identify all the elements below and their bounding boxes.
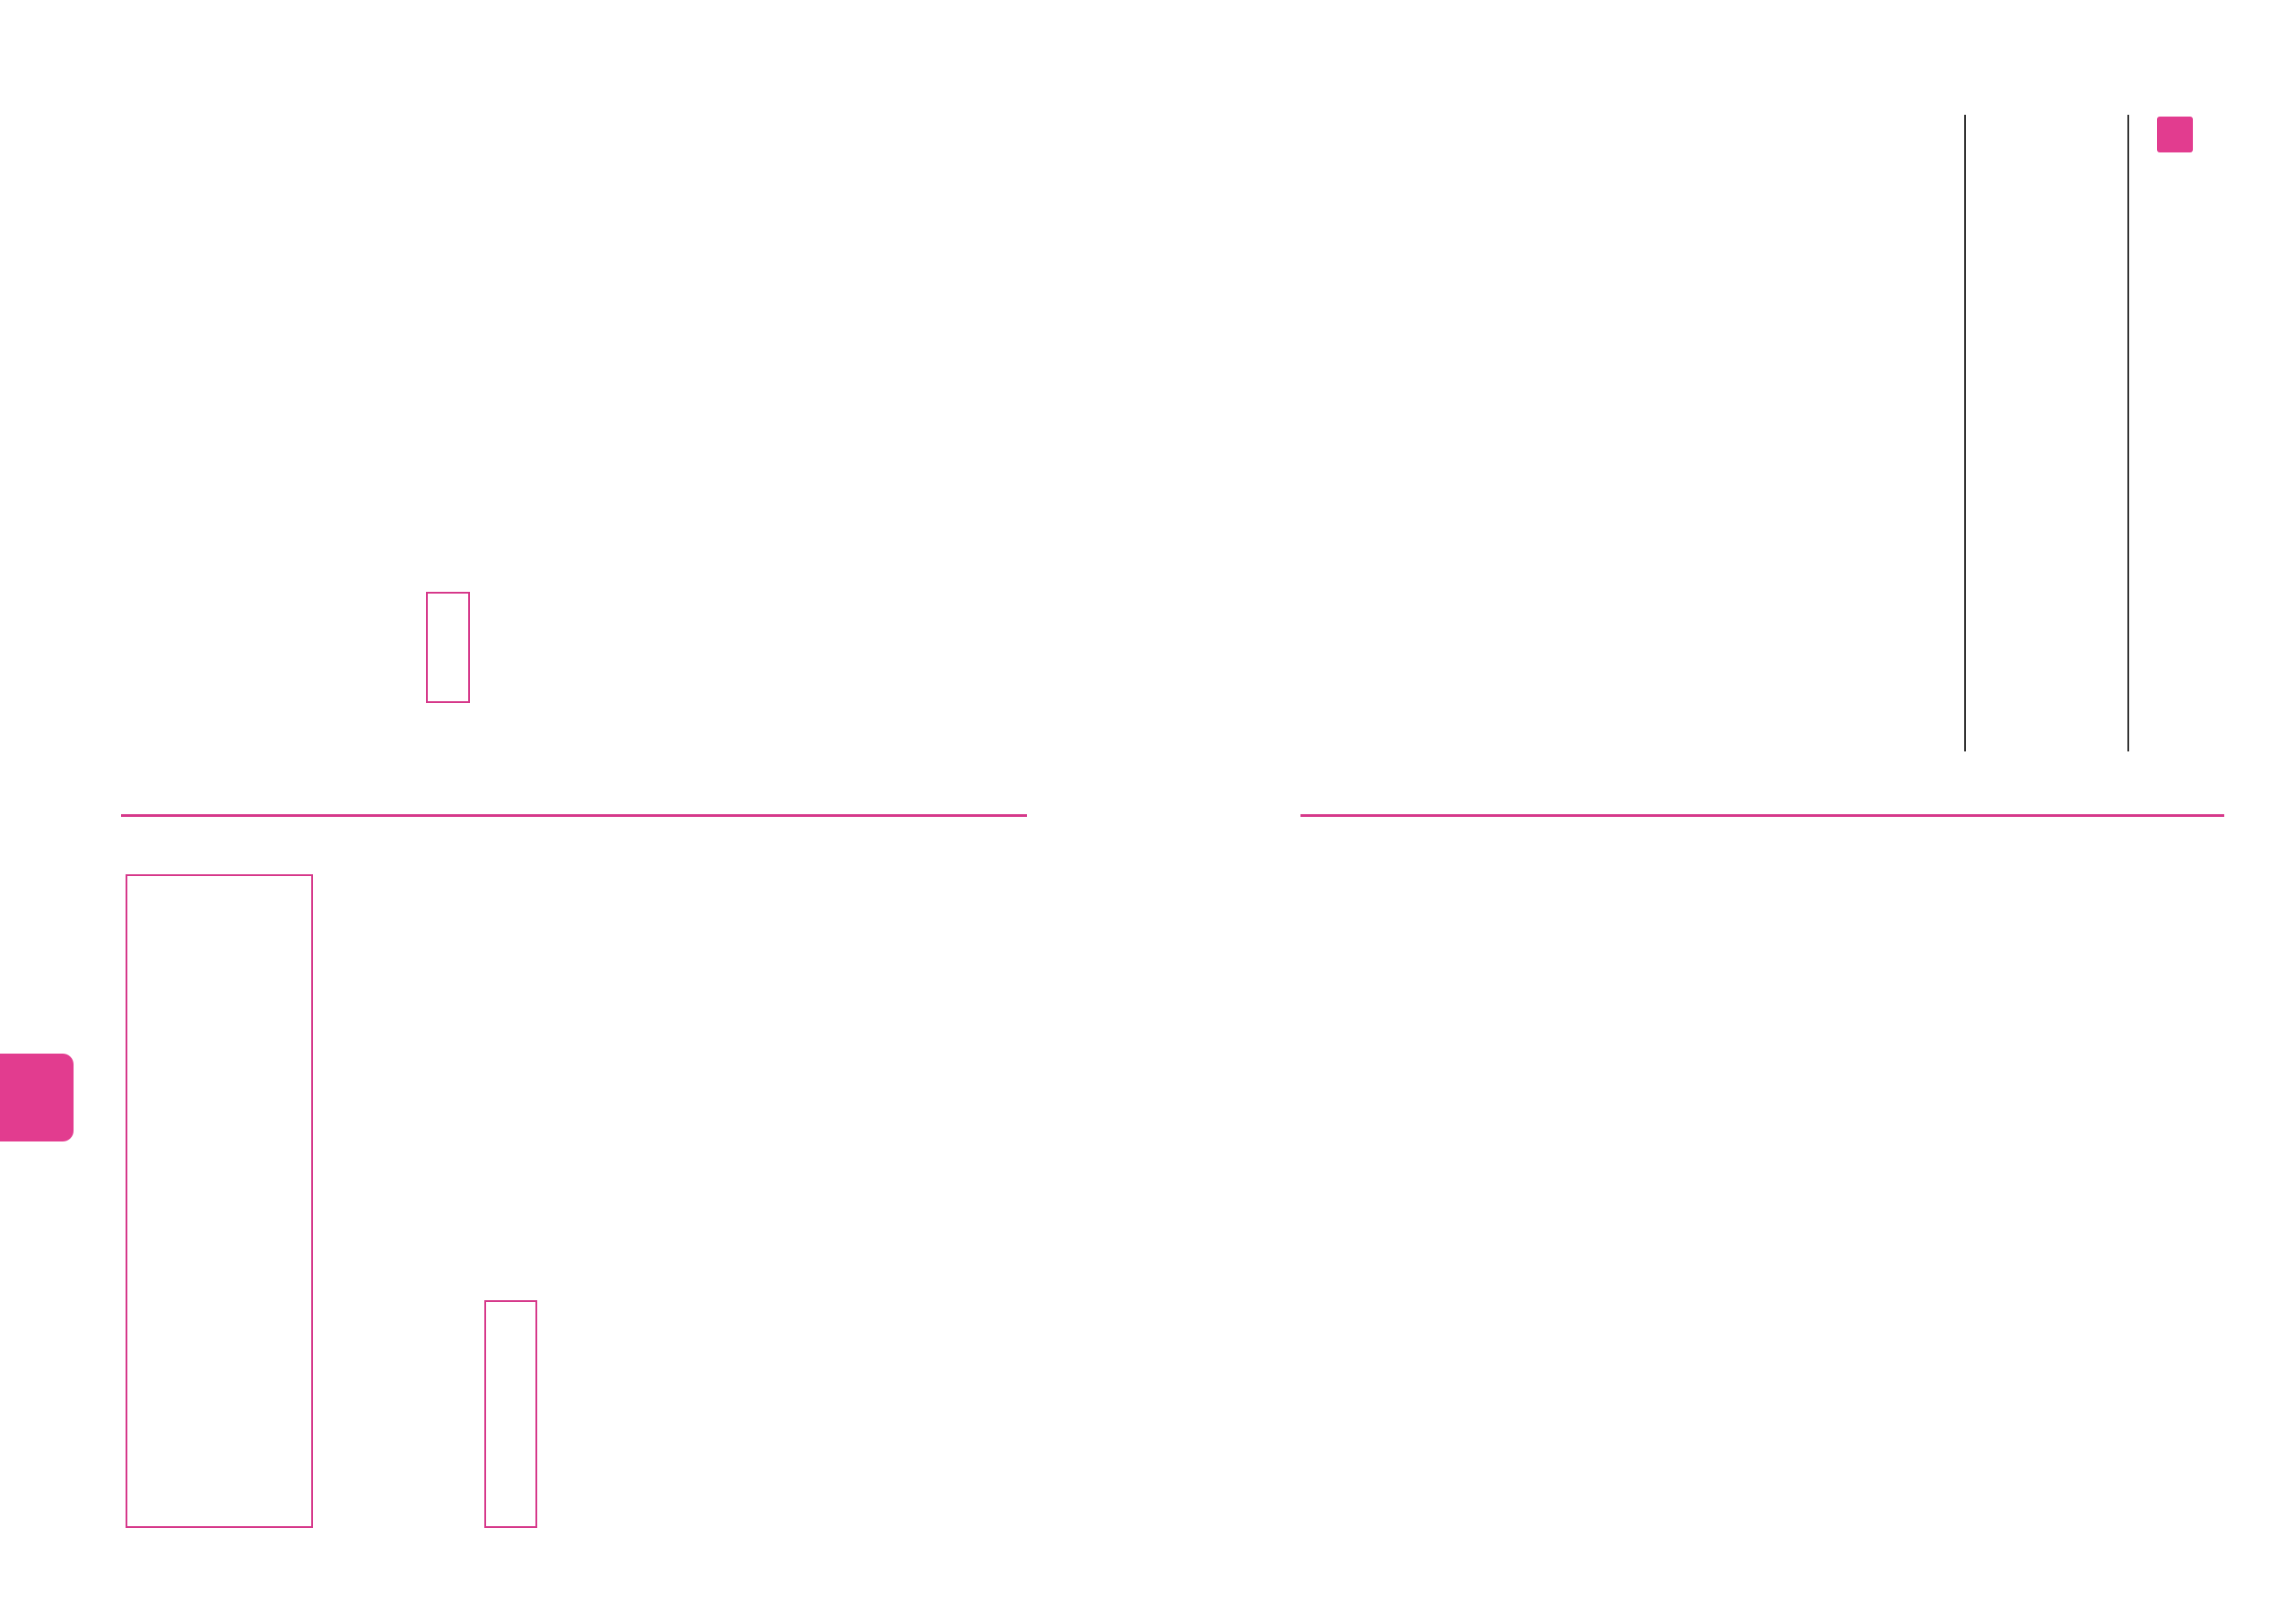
q3-text: [314, 924, 448, 1524]
q1-answer-box[interactable]: [426, 592, 470, 703]
q1-choices-top: [135, 117, 422, 776]
passage-left-top: [673, 117, 1018, 776]
intro-text: [1973, 126, 2121, 744]
divider-left: [121, 814, 1027, 817]
q2-answer-box[interactable]: [484, 1300, 537, 1528]
divider-right: [1300, 814, 2224, 817]
q1-choices-bottom: [709, 883, 1022, 1524]
note-2: [529, 117, 592, 776]
passage-credit: [628, 502, 664, 789]
note-1: [592, 117, 628, 776]
passage-right-top: [1283, 117, 1960, 776]
tab-final-test[interactable]: [0, 1054, 74, 1141]
question-number: [2157, 117, 2193, 152]
q3-answer-grid[interactable]: [126, 874, 313, 1528]
passage-right-bottom: [1292, 883, 2224, 1524]
